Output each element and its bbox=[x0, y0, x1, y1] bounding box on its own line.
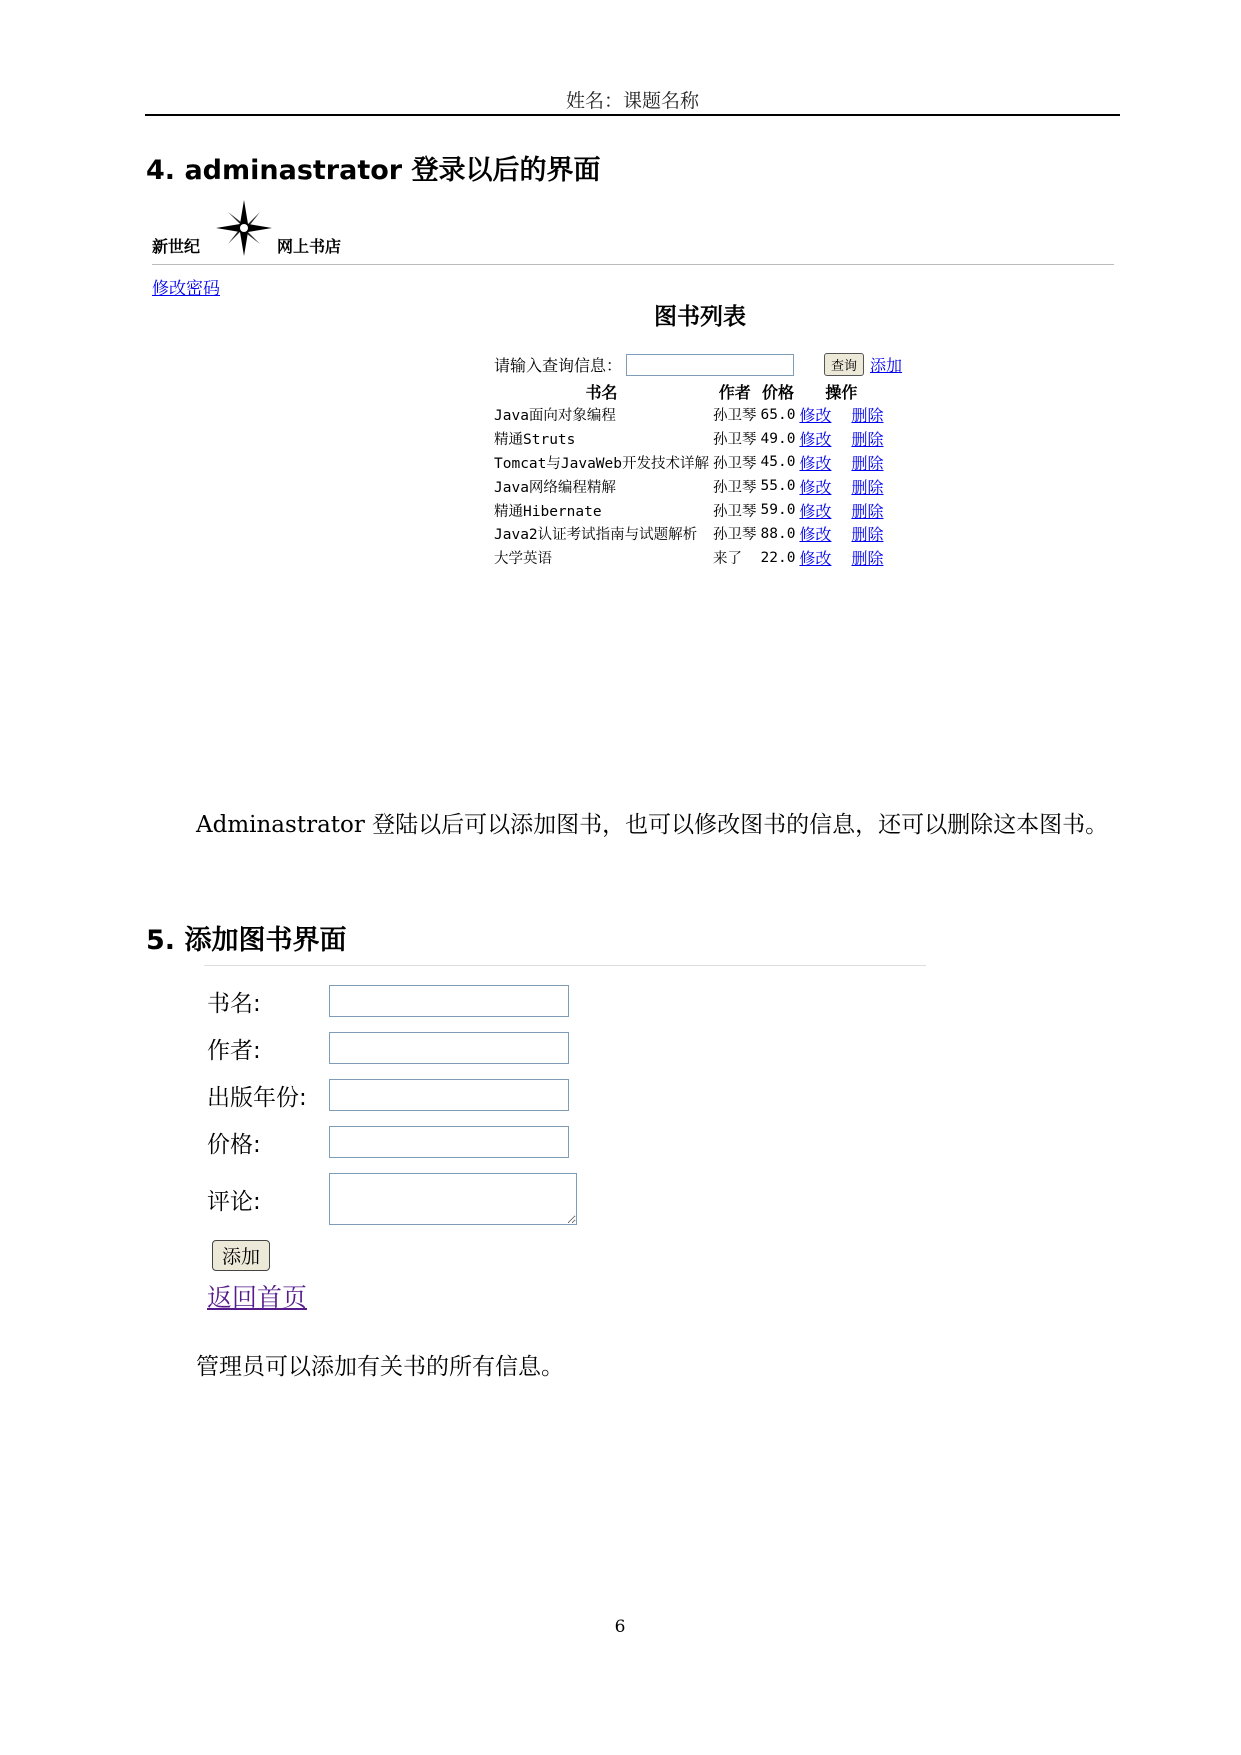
change-password-link[interactable]: 修改密码 bbox=[152, 279, 220, 299]
table-row bbox=[492, 498, 885, 522]
year-label: 出版年份: bbox=[207, 1085, 307, 1111]
search-input[interactable] bbox=[626, 354, 794, 376]
book-table bbox=[492, 380, 885, 570]
book-price: 65.0 bbox=[760, 406, 796, 423]
edit-link[interactable]: 修改 bbox=[799, 477, 832, 497]
book-title: 精通Struts bbox=[494, 432, 576, 449]
delete-link[interactable]: 删除 bbox=[851, 549, 884, 569]
search-label: 请输入查询信息： bbox=[494, 356, 623, 375]
book-author: 孙卫琴 bbox=[713, 479, 757, 496]
book-price: 59.0 bbox=[760, 502, 796, 519]
table-row bbox=[492, 546, 885, 570]
section-5-heading: 5. 添加图书界面 bbox=[146, 925, 347, 956]
edit-link[interactable]: 修改 bbox=[799, 453, 832, 473]
column-header-author: 作者 bbox=[718, 383, 751, 402]
comment-label: 评论: bbox=[207, 1189, 261, 1215]
delete-link[interactable]: 删除 bbox=[851, 430, 884, 450]
add-book-button[interactable]: 添加 bbox=[212, 1240, 270, 1271]
edit-link[interactable]: 修改 bbox=[799, 430, 832, 450]
book-author: 孙卫琴 bbox=[713, 503, 757, 520]
book-price: 49.0 bbox=[760, 430, 796, 447]
price-label: 价格: bbox=[207, 1132, 261, 1158]
book-price: 55.0 bbox=[760, 478, 796, 495]
delete-link[interactable]: 删除 bbox=[851, 477, 884, 497]
column-header-actions: 操作 bbox=[825, 383, 858, 402]
edit-link[interactable]: 修改 bbox=[799, 501, 832, 521]
table-row bbox=[492, 427, 885, 451]
running-header: 姓名：课题名称 bbox=[565, 90, 699, 112]
title-input[interactable] bbox=[329, 985, 569, 1017]
book-title: Tomcat与JavaWeb开发技术详解 bbox=[494, 455, 709, 472]
year-input[interactable] bbox=[329, 1079, 569, 1111]
book-author: 孙卫琴 bbox=[713, 455, 757, 472]
edit-link[interactable]: 修改 bbox=[799, 525, 832, 545]
search-button[interactable]: 查询 bbox=[824, 353, 864, 376]
column-header-price: 价格 bbox=[761, 383, 794, 402]
back-home-link[interactable]: 返回首页 bbox=[207, 1283, 308, 1312]
book-author: 来了 bbox=[713, 551, 742, 568]
title-label: 书名: bbox=[207, 991, 261, 1017]
table-row bbox=[492, 451, 885, 475]
table-row bbox=[492, 403, 885, 427]
column-header-title: 书名 bbox=[585, 383, 618, 402]
table-header-row bbox=[492, 380, 885, 403]
book-author: 孙卫琴 bbox=[713, 527, 757, 544]
author-input[interactable] bbox=[329, 1032, 569, 1064]
book-list-title: 图书列表 bbox=[654, 304, 746, 330]
site-logo bbox=[152, 200, 372, 256]
author-label: 作者: bbox=[207, 1038, 261, 1064]
section-5-paragraph: 管理员可以添加有关书的所有信息。 bbox=[196, 1354, 564, 1380]
book-title: Java面向对象编程 bbox=[494, 408, 616, 425]
book-title: Java网络编程精解 bbox=[494, 479, 616, 496]
search-row bbox=[494, 353, 902, 376]
page-number: 6 bbox=[614, 1617, 626, 1637]
book-author: 孙卫琴 bbox=[713, 408, 757, 425]
logo-text-left: 新世纪 bbox=[152, 237, 201, 256]
book-price: 45.0 bbox=[760, 454, 796, 471]
add-book-link[interactable]: 添加 bbox=[870, 356, 903, 375]
edit-link[interactable]: 修改 bbox=[799, 549, 832, 569]
book-author: 孙卫琴 bbox=[713, 432, 757, 449]
table-row bbox=[492, 474, 885, 498]
book-title: Java2认证考试指南与试题解析 bbox=[494, 527, 698, 544]
table-row bbox=[492, 522, 885, 546]
edit-link[interactable]: 修改 bbox=[799, 406, 832, 426]
header-rule bbox=[145, 114, 1120, 116]
book-title: 大学英语 bbox=[494, 551, 552, 568]
section-4-heading: 4. adminastrator 登录以后的界面 bbox=[146, 155, 601, 186]
delete-link[interactable]: 删除 bbox=[851, 501, 884, 521]
price-input[interactable] bbox=[329, 1126, 569, 1158]
form-divider bbox=[204, 965, 926, 966]
screenshot-divider bbox=[152, 264, 1114, 265]
delete-link[interactable]: 删除 bbox=[851, 406, 884, 426]
comment-textarea[interactable] bbox=[329, 1173, 577, 1225]
delete-link[interactable]: 删除 bbox=[851, 453, 884, 473]
delete-link[interactable]: 删除 bbox=[851, 525, 884, 545]
compass-star-icon bbox=[216, 200, 272, 256]
book-price: 88.0 bbox=[760, 525, 796, 542]
book-price: 22.0 bbox=[760, 549, 796, 566]
logo-text-right: 网上书店 bbox=[277, 237, 342, 256]
section-4-paragraph: Adminastrator 登陆以后可以添加图书，也可以修改图书的信息，还可以删除这本图书。 bbox=[196, 812, 1109, 838]
book-title: 精通Hibernate bbox=[494, 503, 602, 520]
